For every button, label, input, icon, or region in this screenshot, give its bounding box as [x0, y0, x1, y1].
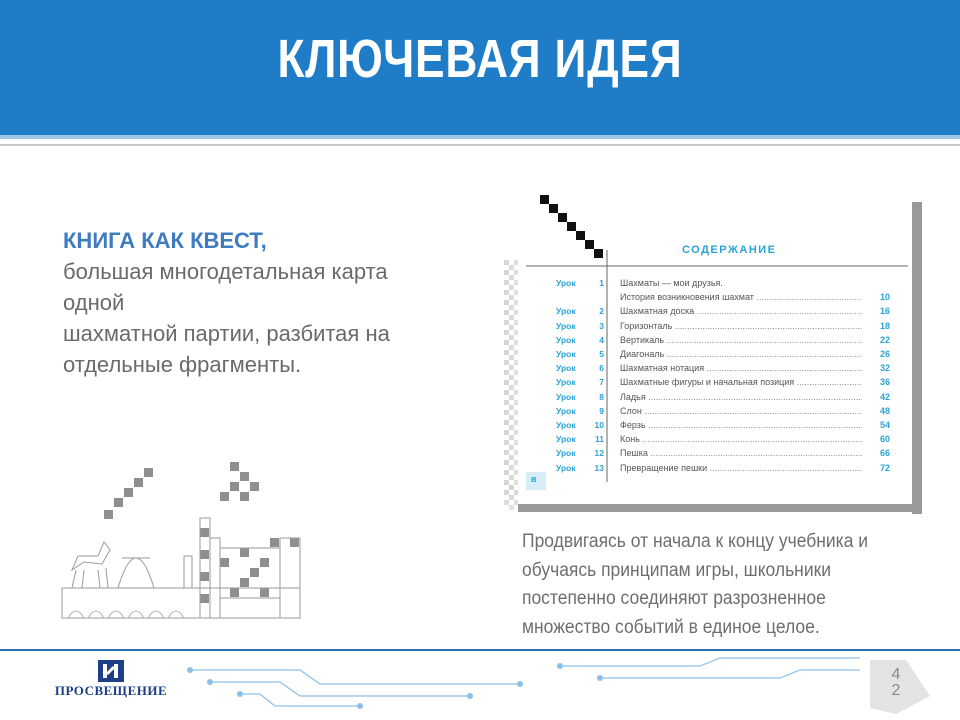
toc-page-number: 10 — [879, 292, 890, 303]
toc-lesson-word: Урок — [556, 405, 576, 416]
slide-title: КЛЮЧЕВАЯ ИДЕЯ — [277, 29, 683, 89]
toc-title: Шахматная нотация ..... — [620, 363, 862, 373]
toc-title: Ладья ..... — [620, 392, 862, 402]
toc-title: Пешка ..... — [620, 448, 862, 458]
caption-line: множество событий в единое целое. — [522, 616, 820, 638]
lead-line: одной — [63, 290, 125, 315]
toc-page-number: 26 — [879, 349, 890, 359]
toc-title: Ферзь ..... — [620, 420, 862, 430]
toc-row — [548, 377, 890, 391]
toc-row — [548, 306, 890, 320]
toc-title: Превращение пешки ..... — [620, 463, 862, 473]
toc-lesson-number: 5 — [599, 349, 604, 359]
toc-lesson-word: Урок — [556, 320, 576, 331]
prosveshchenie-logo-icon — [96, 658, 126, 684]
lead-text — [63, 225, 483, 380]
toc-lesson-number: 13 — [594, 462, 604, 473]
toc-row — [548, 420, 890, 434]
divider-line — [0, 144, 960, 146]
toc-title: Конь ..... — [620, 434, 862, 444]
page-number — [886, 667, 906, 699]
toc-row — [548, 321, 890, 335]
caption-line: постепенно соединяют разрозненное — [522, 588, 826, 609]
toc-lesson-number: 1 — [599, 278, 604, 288]
corner-label: в — [531, 474, 537, 484]
toc-lesson-word: Урок — [556, 349, 576, 359]
page-number-digit: 2 — [891, 682, 901, 699]
toc-page-number: 36 — [879, 377, 890, 388]
toc-page-number: 22 — [879, 334, 890, 345]
toc-row — [548, 406, 890, 420]
toc-title: Горизонталь ..... — [620, 321, 862, 331]
toc-page-number: 48 — [879, 405, 890, 416]
toc-lesson-number: 10 — [594, 420, 604, 430]
toc-lesson-number: 6 — [599, 363, 604, 374]
page-number-digit: 4 — [891, 666, 901, 683]
caption-line: обучаясь принципам игры, школьники — [522, 559, 832, 581]
toc-lesson-number: 7 — [599, 377, 604, 388]
toc-lesson-word: Урок — [556, 278, 576, 288]
lead-highlight: КНИГА КАК КВЕСТ, — [63, 228, 267, 253]
toc-row — [548, 335, 890, 349]
toc-lesson-number: 9 — [599, 405, 604, 416]
chess-city-illustration — [58, 458, 308, 628]
toc-title: Шахматные фигуры и начальная позиция ..... — [620, 377, 862, 387]
toc-title: Диагональ ..... — [620, 349, 862, 359]
toc-page-number: 18 — [879, 320, 890, 331]
toc-lesson-word: Урок — [556, 448, 576, 459]
toc-lesson-number: 4 — [599, 334, 604, 345]
toc-page-number: 54 — [879, 420, 890, 430]
toc-title: История возникновения шахмат ..... — [620, 292, 862, 302]
toc-title: Шахматы — мои друзья. — [620, 278, 723, 288]
toc-row — [548, 463, 890, 477]
toc-page-number: 32 — [879, 363, 890, 374]
logo-text: ПРОСВЕЩЕНИЕ — [54, 683, 168, 698]
toc-row — [548, 434, 890, 448]
toc-page-number: 42 — [879, 391, 890, 402]
toc-row — [548, 448, 890, 462]
toc-title: Шахматная доска ..... — [620, 306, 862, 316]
lead-line: отдельные фрагменты. — [63, 352, 302, 377]
contents-heading: СОДЕРЖАНИЕ — [682, 244, 777, 256]
toc-lesson-word: Урок — [556, 462, 576, 473]
toc-row — [548, 363, 890, 377]
toc-lesson-number: 8 — [599, 391, 604, 402]
toc-row — [548, 292, 890, 306]
title-bar — [0, 0, 960, 139]
caption-line: Продвигаясь от начала к концу учебника и — [522, 531, 869, 552]
toc-lesson-word: Урок — [556, 420, 576, 430]
toc-lesson-word: Урок — [556, 434, 576, 445]
toc-page-number: 16 — [879, 306, 890, 317]
toc-lesson-word: Урок — [556, 377, 576, 388]
lead-line: большая многодетальная карта — [63, 259, 388, 284]
lead-line: шахматной партии, разбитая на — [63, 321, 390, 346]
toc-lesson-number: 11 — [595, 434, 604, 445]
toc-row — [548, 278, 890, 292]
toc-page-number: 60 — [879, 434, 890, 445]
toc-lesson-word: Урок — [556, 391, 576, 402]
toc-page-number: 72 — [879, 462, 890, 473]
toc-title: Слон ..... — [620, 406, 862, 416]
toc-page-number: 66 — [879, 448, 890, 459]
toc-row — [548, 392, 890, 406]
toc-title: Вертикаль ..... — [620, 335, 862, 345]
toc-lesson-word: Урок — [556, 334, 576, 345]
toc-lesson-word: Урок — [556, 306, 576, 317]
caption-text — [522, 528, 908, 642]
toc-lesson-number: 3 — [599, 320, 604, 331]
toc-lesson-number: 2 — [599, 306, 604, 317]
toc-lesson-number: 12 — [594, 448, 604, 459]
toc-row — [548, 349, 890, 363]
toc-lesson-word: Урок — [556, 363, 576, 374]
